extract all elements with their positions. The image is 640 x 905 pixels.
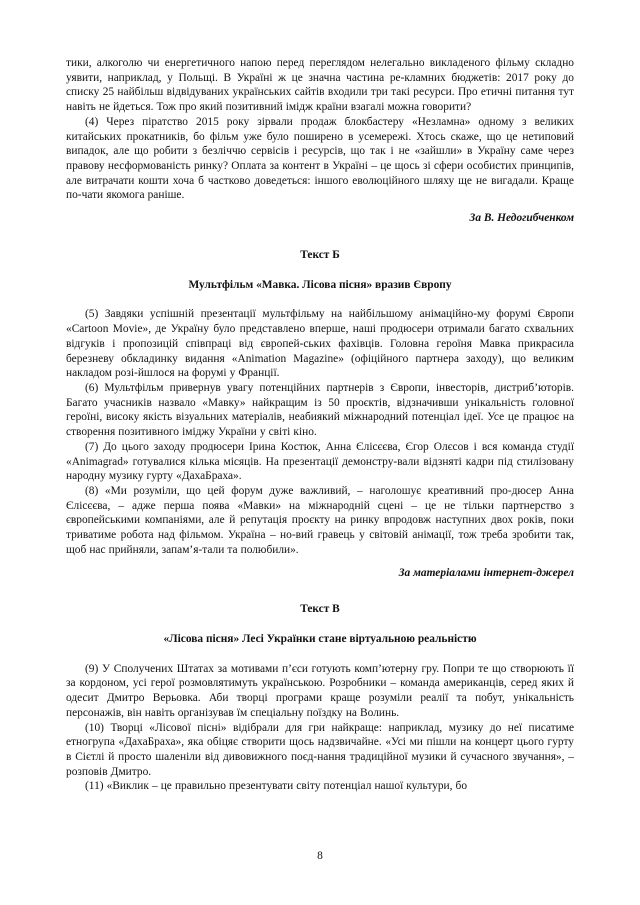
attribution-text-a: За В. Недогибченком (469, 212, 574, 225)
page-content (66, 56, 574, 794)
spacer (66, 580, 574, 602)
section-title-text-b: Мультфільм «Мавка. Лісова пісня» вразив Європу (188, 278, 452, 291)
spacer (66, 226, 574, 248)
paragraph-7: (7) До цього заходу продюсери Ірина Костюк, Анна Єлісєєва, Єгор Олєсов і вся команда студії «Animagrad» готувалися кілька місяців. На презентації демонстру-вали відзняті кадри під стилізовану народну музику гурту «ДахаБраха». (66, 440, 574, 483)
spacer (66, 647, 574, 662)
spacer (66, 292, 574, 307)
section-title-text-v: «Лісова пісня» Лесі Українки стане віртуальною реальністю (163, 633, 477, 645)
spacer (66, 617, 574, 632)
paragraph-5: (5) Завдяки успішній презентації мультфільму на найбільшому анімаційно-му форумі Європи «Cartoon Movie», де Україну було представлено вперше, наші продюсери отримали багато схвальних відгуків і пропозицій співпраці від європей-ських фахівців. Головна героїня Мавка прикрасила березневу обкладинку видання «Animation Magazine» (офіційного партнера заходу), що великим накладом розі-йшлося на форумі у Франції. (66, 308, 574, 380)
page-number: 8 (317, 850, 323, 862)
paragraph-10: (10) Творці «Лісової пісні» відібрали для гри найкраще: наприклад, музику до неї писатиме етногрупа «ДахаБраха», яка обіцяє створити щось надзвичайне. «Усі ми пішли на концерт цього гурту в Сієтлі й просто шаленіли від дивовижного поєд-нання традиційної музики й сучасного звучання», – розповів Дмитро. (66, 721, 574, 778)
paragraph-8: (8) «Ми розуміли, що цей форум дуже важливий, – наголошує креативний про-дюсер Анна Єлісєєва, – адже перша поява «Мавки» на міжнародній сцені – це не тільки партнерство з європейськими компаніями, але й репутація проєкту на ринку впродовж наступних двох років, поки триватиме робота над фільмом. Україна – но-вий гравець у світовій анімації, тож треба зробити так, щоб нас прийняли, запам’я-тали та полюбили». (66, 484, 574, 556)
spacer (66, 203, 574, 211)
paragraph-3-continuation: тики, алкоголю чи енергетичного напою перед переглядом нелегально викладеного фільму складно уявити, наприклад, у Польщі. В Україні ж це значна частина ре-кламних бюджетів: 2017 року до списку 25 найбільш відвідуваних українських сайтів входили три такі ресурси. Про етичні питання тут навіть не йдеться. Тож про який позитивний імідж країни взагалі можна говорити? (66, 57, 574, 114)
spacer (66, 263, 574, 278)
spacer (66, 558, 574, 566)
paragraph-11: (11) «Виклик – це правильно презентувати світу потенціал нашої культури, бо (85, 780, 468, 793)
section-label-text-b: Текст Б (300, 248, 340, 261)
paragraph-4: (4) Через піратство 2015 року зірвали продаж блокбастеру «Незламна» одному з великих китайських прокатників, бо фільм уже було поширено в усемережі. Хтось скаже, що це нетиповий випадок, але що робити з безліччю сервісів і ресурсів, що так і не «зайшли» в Україну саме через правову несформованість ринку? Оплата за контент в Україні – це щось зі сфери особистих принципів, але витрачати кошти хоча б частково доведеться: іншого еволюційного шляху ще не вигадали. Краще по-чати якомога раніше. (66, 115, 574, 202)
paragraph-9: (9) У Сполучених Штатах за мотивами п’єси готують комп’ютерну гру. Попри те що створюють її за кордоном, усі герої розмовлятимуть українською. Розробники – команда американців, серед яких й одесит Дмитро Верьовка. Аби творці програми краще розуміли реалії та побут, унікальність персонажів, він навіть організував їм спеціальну поїздку на Волинь. (66, 662, 574, 719)
section-label-text-v: Текст В (300, 603, 340, 616)
attribution-text-b: За матеріалами інтернет-джерел (398, 566, 574, 579)
paragraph-6: (6) Мультфільм привернув увагу потенційних партнерів з Європи, інвесторів, дистриб’юторів. Багато учасників назвало «Мавку» найкращим із 50 проєктів, відзначивши унікальність головної героїні, високу якість візуальних матеріалів, неабиякий міжнародний потенціал ідеї. Усе це працює на створення позитивного іміджу України у світі кіно. (66, 381, 574, 439)
